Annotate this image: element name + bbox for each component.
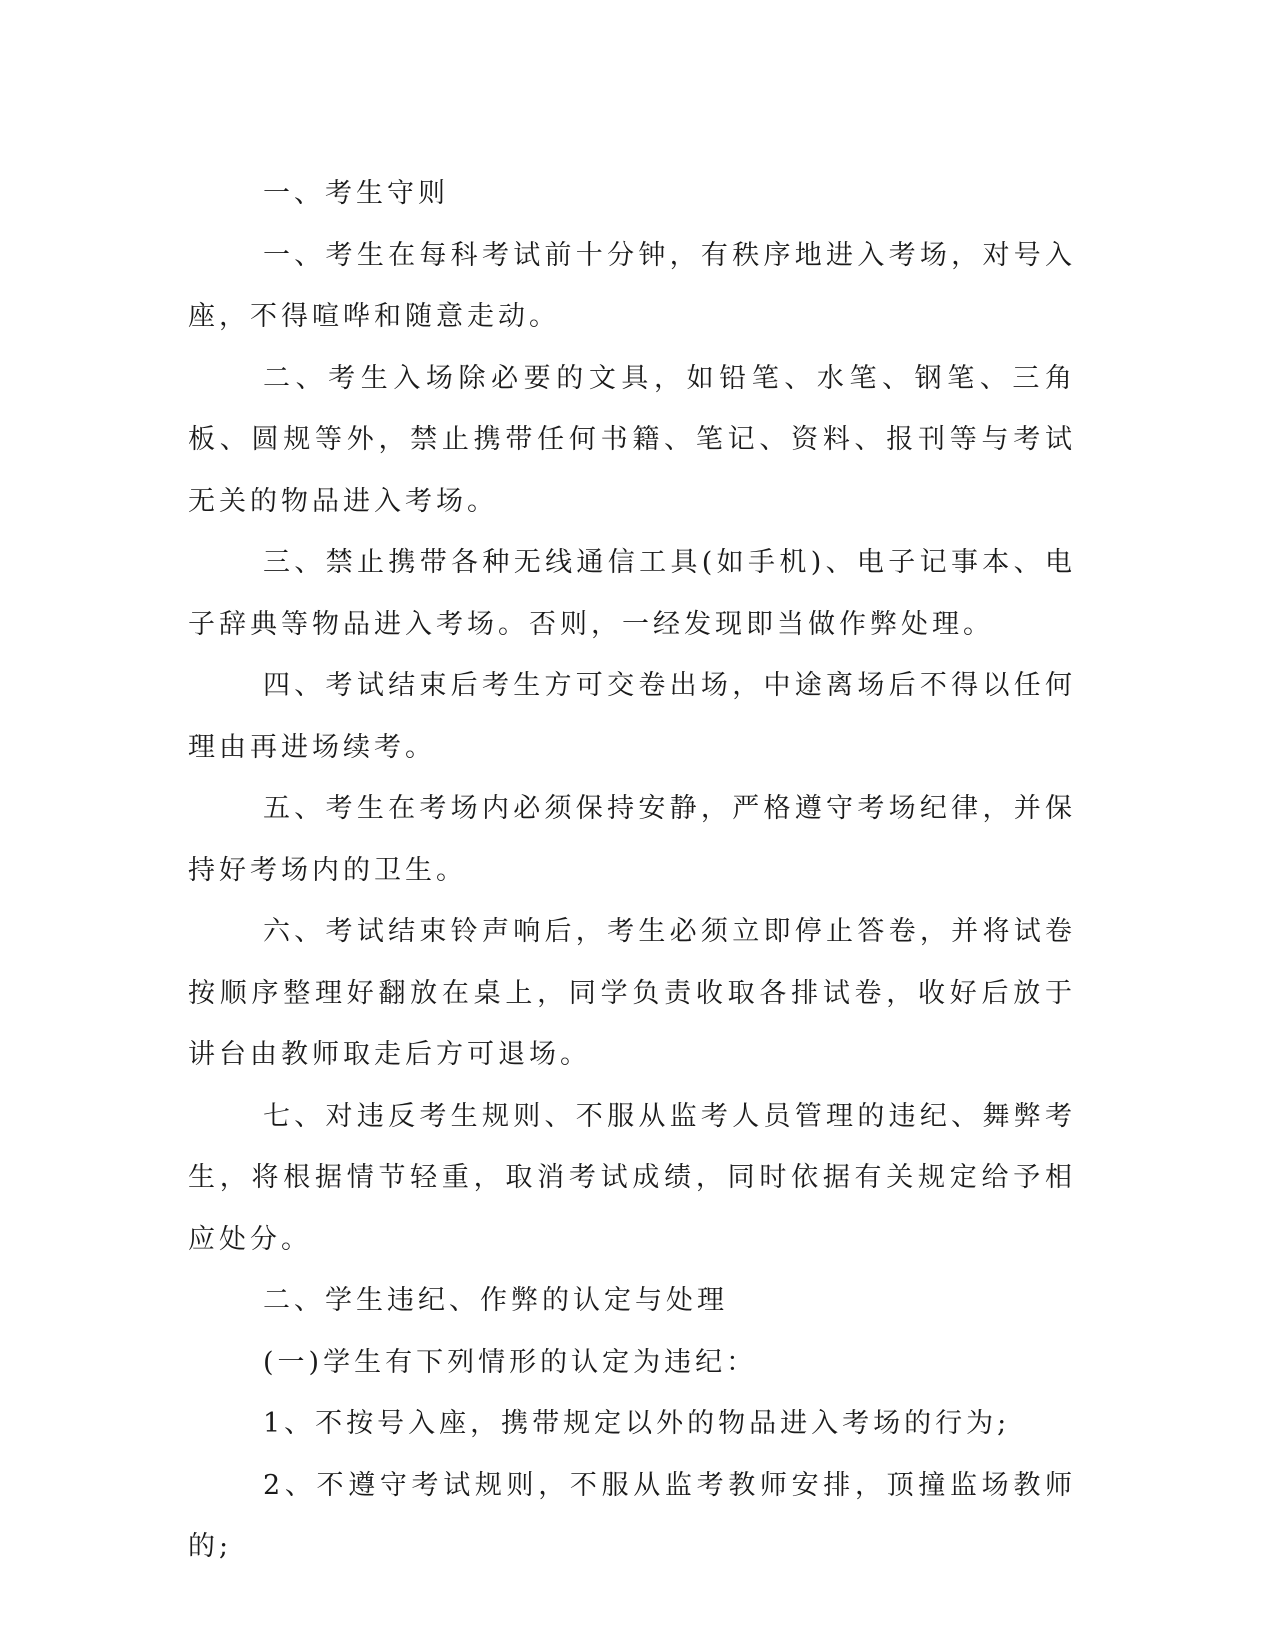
rule-paragraph-1: 一、考生在每科考试前十分钟，有秩序地进入考场，对号入座，不得喧哗和随意走动。 (188, 239, 1076, 332)
rule-paragraph-2: 二、考生入场除必要的文具，如铅笔、水笔、钢笔、三角板、圆规等外，禁止携带任何书籍、笔记、资料、报刊等与考试无关的物品进入考场。 (188, 362, 1076, 517)
rule-paragraph-5: 五、考生在考场内必须保持安静，严格遵守考场纪律，并保持好考场内的卫生。 (188, 793, 1076, 886)
section-heading-violations: 二、学生违纪、作弊的认定与处理 (263, 1285, 728, 1316)
section-heading-exam-rules: 一、考生守则 (263, 178, 449, 209)
rule-paragraph-7: 七、对违反考生规则、不服从监考人员管理的违纪、舞弊考生，将根据情节轻重，取消考试成绩，同时依据有关规定给予相应处分。 (188, 1100, 1076, 1255)
rule-paragraph-3: 三、禁止携带各种无线通信工具(如手机)、电子记事本、电子辞典等物品进入考场。否则，一经发现即当做作弊处理。 (188, 547, 1076, 640)
document-body (188, 163, 1076, 1578)
rule-paragraph-4: 四、考试结束后考生方可交卷出场，中途离场后不得以任何理由再进场续考。 (188, 670, 1076, 763)
subsection-heading-violation-cases: (一)学生有下列情形的认定为违纪： (263, 1346, 758, 1378)
violation-item-2: 2、不遵守考试规则，不服从监考教师安排，顶撞监场教师的; (188, 1469, 1076, 1562)
violation-item-1: 1、不按号入座，携带规定以外的物品进入考场的行为; (263, 1408, 1011, 1439)
rule-paragraph-6: 六、考试结束铃声响后，考生必须立即停止答卷，并将试卷按顺序整理好翻放在桌上，同学负责收取各排试卷，收好后放于讲台由教师取走后方可退场。 (188, 916, 1076, 1070)
